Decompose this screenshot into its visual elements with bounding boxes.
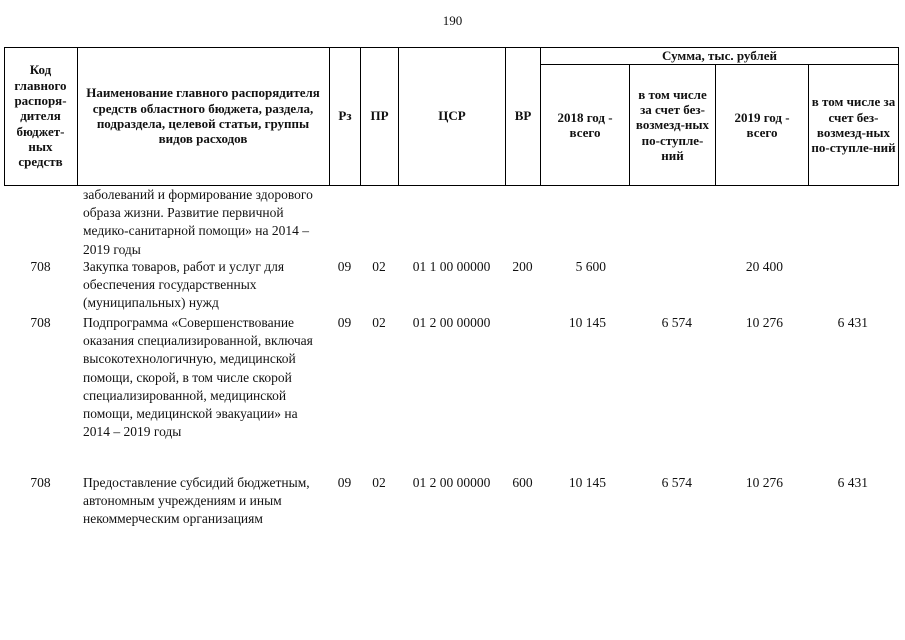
page-number: 190 [442,13,463,28]
row-2-2019-free: 6 431 [837,315,868,330]
row-1-pr: 02 [372,259,386,274]
sum-group-divider [540,64,898,65]
row-3-vr: 600 [512,475,533,490]
row-3-2018-free: 6 574 [661,475,692,490]
row-1-rz: 09 [337,259,352,274]
row-1-2019-total: 20 400 [745,259,783,274]
row-0-name: заболеваний и формирование здорового образа жизни. Развитие первичной медико-санитарной помощи» на 2014 – 2019 годы [83,187,313,257]
header-rz: Рз [338,108,352,124]
row-3-2018-total: 10 145 [568,475,606,490]
row-2-pr: 02 [372,315,386,330]
row-2-2018-total: 10 145 [568,315,606,330]
header-name: Наименование главного распорядителя средств областного бюджета, раздела, подраздела, целевой статьи, группы видов расходов [86,85,320,147]
row-1-name: Закупка товаров, работ и услуг для обеспечения государственных (муниципальных) нужд [83,259,285,311]
row-3-name: Предоставление субсидий бюджетным, автономным учреждениям и иным некоммерческим организациям [83,475,310,527]
row-1-code: 708 [30,259,51,274]
row-3-2019-total: 10 276 [745,475,783,490]
border-code-name [77,47,78,186]
row-3-rz: 09 [337,475,352,490]
row-1-2018-total: 5 600 [575,259,606,274]
row-2-csr: 01 2 00 00000 [412,315,491,330]
border-2018-total-free [629,64,630,186]
row-2-name: Подпрограмма «Совершенствование оказания специализированной, включая высокотехнологичную, медицинской помощи, скорой, в том числе скорой специализированной, медицинской помощи, медицинской эвакуации» на 2014 – 2019 годы [83,315,313,440]
header-code: Код главного распоря-дителя бюджет-ных средств [14,62,67,170]
row-3-2019-free: 6 431 [837,475,868,490]
header-2019-total: 2019 год - всего [734,109,790,140]
row-2-code: 708 [30,315,51,330]
header-csr: ЦСР [438,108,466,124]
row-3-code: 708 [30,475,51,490]
header-sum-group: Сумма, тыс. рублей [662,48,777,64]
header-2018-free: в том числе за счет без-возмезд-ных по-ступле-ний [635,86,710,163]
row-1-csr: 01 1 00 00000 [412,259,491,274]
row-2-2019-total: 10 276 [745,315,783,330]
border-left [4,47,5,186]
header-pr: ПР [370,108,389,124]
row-2-rz: 09 [337,315,352,330]
row-1-vr: 200 [512,259,533,274]
header-2019-free: в том числе за счет без-возмезд-ных по-ступле-ний [811,94,896,156]
row-3-csr: 01 2 00 00000 [412,475,491,490]
border-2018-2019 [715,64,716,186]
border-2019-total-free [808,64,809,186]
border-vr-sum [540,47,541,186]
header-vr: ВР [514,108,532,124]
header-2018-total: 2018 год - всего [557,109,613,140]
row-3-pr: 02 [372,475,386,490]
border-right [898,47,899,186]
row-2-2018-free: 6 574 [661,315,692,330]
